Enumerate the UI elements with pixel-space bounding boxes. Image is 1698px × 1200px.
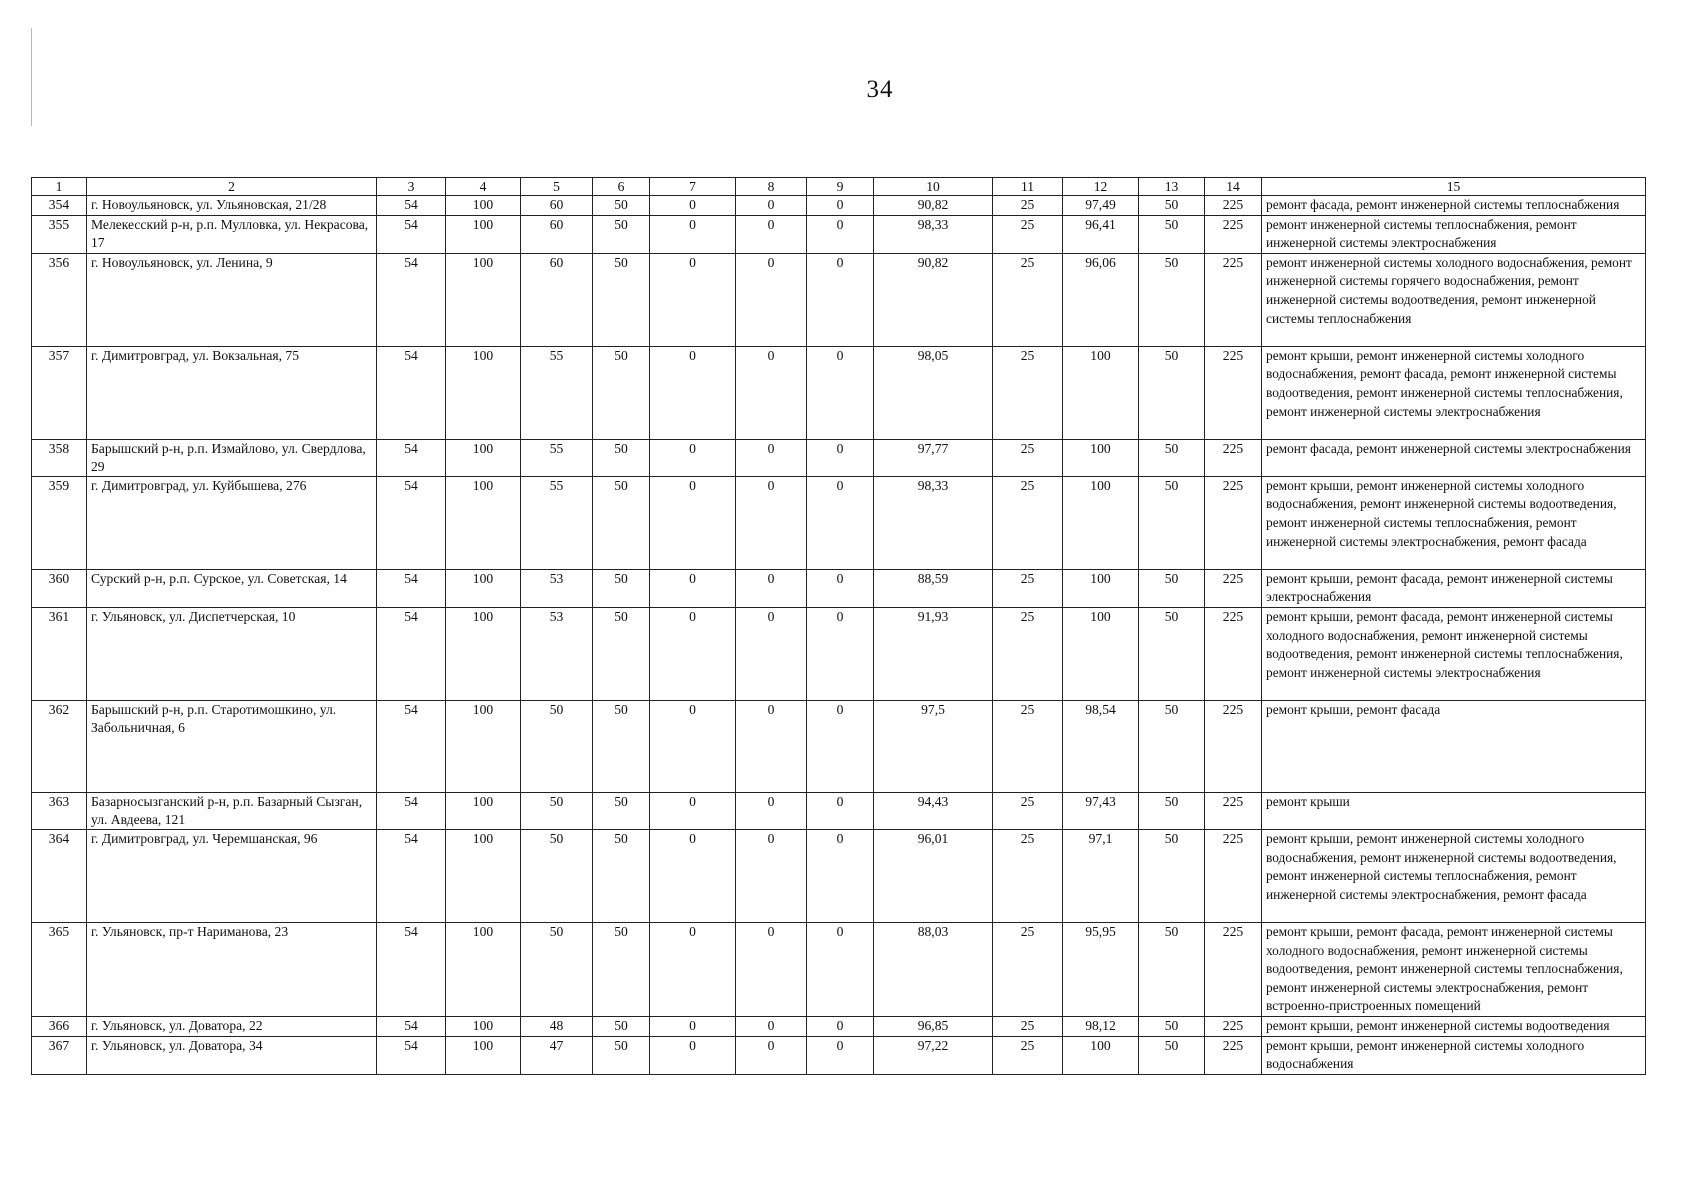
header-row [32,178,1646,196]
table-row [32,792,1646,829]
cell-total-score: 225 [1205,476,1262,569]
cell-col-7: 0 [650,196,736,216]
cell-col-3: 54 [377,792,446,829]
cell-col-8: 0 [736,215,807,253]
cell-col-8: 0 [736,792,807,829]
table-body [32,196,1646,1075]
cell-col-7: 0 [650,700,736,792]
cell-works-list: ремонт крыши, ремонт инженерной системы холодного водоснабжения, ремонт фасада, ремонт инженерной системы водоотведения, ремонт инженерной системы теплоснабжения, ремонт инженерной системы электроснабжения [1262,346,1646,439]
cell-col-8: 0 [736,1016,807,1036]
column-header-2: 2 [87,178,377,196]
cell-col-4: 100 [446,922,521,1016]
cell-col-12: 100 [1063,439,1139,476]
cell-address: Мелекесский р-н, р.п. Мулловка, ул. Некрасова, 17 [87,215,377,253]
cell-col-7: 0 [650,1036,736,1074]
cell-col-3: 54 [377,196,446,216]
cell-works-list: ремонт фасада, ремонт инженерной системы электроснабжения [1262,439,1646,476]
cell-col-13: 50 [1139,196,1205,216]
cell-col-4: 100 [446,700,521,792]
table-row [32,700,1646,792]
cell-works-list: ремонт крыши, ремонт инженерной системы холодного водоснабжения, ремонт инженерной системы водоотведения, ремонт инженерной системы теплоснабжения, ремонт инженерной системы электроснабжения, ремонт фасада [1262,829,1646,922]
column-header-4: 4 [446,178,521,196]
cell-col-7: 0 [650,215,736,253]
cell-col-12: 96,41 [1063,215,1139,253]
cell-col-13: 50 [1139,1016,1205,1036]
cell-col-5: 55 [521,439,593,476]
cell-col-7: 0 [650,829,736,922]
cell-col-13: 50 [1139,922,1205,1016]
cell-col-11: 25 [993,439,1063,476]
cell-row-number: 355 [32,215,87,253]
cell-col-9: 0 [807,829,874,922]
cell-col-10: 88,59 [874,569,993,607]
cell-col-8: 0 [736,1036,807,1074]
cell-total-score: 225 [1205,569,1262,607]
cell-col-9: 0 [807,922,874,1016]
cell-col-12: 100 [1063,1036,1139,1074]
cell-total-score: 225 [1205,439,1262,476]
cell-col-4: 100 [446,1016,521,1036]
cell-col-4: 100 [446,829,521,922]
cell-address: г. Ульяновск, ул. Диспетчерская, 10 [87,607,377,700]
cell-total-score: 225 [1205,253,1262,346]
cell-col-5: 50 [521,700,593,792]
cell-total-score: 225 [1205,1036,1262,1074]
cell-col-9: 0 [807,476,874,569]
cell-col-10: 97,5 [874,700,993,792]
cell-col-9: 0 [807,700,874,792]
cell-col-5: 50 [521,792,593,829]
cell-total-score: 225 [1205,829,1262,922]
cell-address: г. Ульяновск, ул. Доватора, 22 [87,1016,377,1036]
cell-col-11: 25 [993,922,1063,1016]
cell-col-3: 54 [377,439,446,476]
cell-col-6: 50 [593,569,650,607]
cell-col-9: 0 [807,1016,874,1036]
cell-col-10: 96,01 [874,829,993,922]
cell-col-4: 100 [446,1036,521,1074]
cell-col-9: 0 [807,196,874,216]
cell-col-6: 50 [593,476,650,569]
cell-col-5: 48 [521,1016,593,1036]
cell-col-11: 25 [993,346,1063,439]
cell-col-6: 50 [593,607,650,700]
cell-col-4: 100 [446,792,521,829]
table-row [32,569,1646,607]
cell-works-list: ремонт крыши, ремонт фасада, ремонт инженерной системы холодного водоснабжения, ремонт инженерной системы водоотведения, ремонт инженерной системы теплоснабжения, ремонт инженерной системы электроснабжения, ремонт встроенно-пристроенных помещений [1262,922,1646,1016]
cell-col-6: 50 [593,196,650,216]
cell-col-10: 98,33 [874,215,993,253]
cell-col-7: 0 [650,569,736,607]
cell-works-list: ремонт крыши [1262,792,1646,829]
cell-col-12: 95,95 [1063,922,1139,1016]
table-row [32,476,1646,569]
cell-col-4: 100 [446,476,521,569]
cell-works-list: ремонт крыши, ремонт фасада, ремонт инженерной системы холодного водоснабжения, ремонт инженерной системы водоотведения, ремонт инженерной системы теплоснабжения, ремонт инженерной системы электроснабжения [1262,607,1646,700]
cell-col-3: 54 [377,922,446,1016]
cell-col-7: 0 [650,439,736,476]
cell-col-9: 0 [807,346,874,439]
cell-col-5: 53 [521,607,593,700]
column-header-9: 9 [807,178,874,196]
cell-col-11: 25 [993,700,1063,792]
cell-col-5: 60 [521,196,593,216]
cell-col-5: 60 [521,215,593,253]
column-header-1: 1 [32,178,87,196]
cell-row-number: 359 [32,476,87,569]
table-row [32,196,1646,216]
cell-col-9: 0 [807,439,874,476]
cell-col-3: 54 [377,1036,446,1074]
cell-col-13: 50 [1139,215,1205,253]
table-row [32,346,1646,439]
cell-col-12: 100 [1063,476,1139,569]
cell-row-number: 361 [32,607,87,700]
cell-col-6: 50 [593,439,650,476]
cell-col-13: 50 [1139,700,1205,792]
column-header-14: 14 [1205,178,1262,196]
cell-col-10: 91,93 [874,607,993,700]
table-row [32,1036,1646,1074]
cell-address: Барышский р-н, р.п. Измайлово, ул. Свердлова, 29 [87,439,377,476]
cell-col-10: 90,82 [874,196,993,216]
cell-col-6: 50 [593,922,650,1016]
cell-col-12: 98,12 [1063,1016,1139,1036]
table-row [32,253,1646,346]
cell-address: г. Ульяновск, пр-т Нариманова, 23 [87,922,377,1016]
cell-col-8: 0 [736,253,807,346]
cell-address: г. Димитровград, ул. Вокзальная, 75 [87,346,377,439]
cell-col-8: 0 [736,922,807,1016]
cell-col-13: 50 [1139,569,1205,607]
cell-col-13: 50 [1139,439,1205,476]
column-header-11: 11 [993,178,1063,196]
cell-total-score: 225 [1205,792,1262,829]
cell-col-6: 50 [593,700,650,792]
cell-col-4: 100 [446,215,521,253]
cell-col-10: 98,33 [874,476,993,569]
cell-col-8: 0 [736,346,807,439]
table-row [32,215,1646,253]
cell-col-10: 94,43 [874,792,993,829]
cell-col-6: 50 [593,346,650,439]
cell-col-7: 0 [650,346,736,439]
cell-col-8: 0 [736,569,807,607]
column-header-13: 13 [1139,178,1205,196]
cell-col-13: 50 [1139,792,1205,829]
cell-total-score: 225 [1205,700,1262,792]
cell-col-7: 0 [650,607,736,700]
table-row [32,829,1646,922]
cell-total-score: 225 [1205,922,1262,1016]
cell-address: г. Ульяновск, ул. Доватора, 34 [87,1036,377,1074]
cell-row-number: 358 [32,439,87,476]
cell-address: г. Новоульяновск, ул. Ульяновская, 21/28 [87,196,377,216]
cell-col-13: 50 [1139,829,1205,922]
cell-col-10: 96,85 [874,1016,993,1036]
cell-col-11: 25 [993,792,1063,829]
cell-col-5: 47 [521,1036,593,1074]
cell-total-score: 225 [1205,1016,1262,1036]
cell-col-4: 100 [446,569,521,607]
cell-col-12: 100 [1063,346,1139,439]
cell-col-9: 0 [807,607,874,700]
cell-col-6: 50 [593,829,650,922]
cell-works-list: ремонт фасада, ремонт инженерной системы теплоснабжения [1262,196,1646,216]
cell-col-8: 0 [736,700,807,792]
cell-col-11: 25 [993,1016,1063,1036]
cell-col-5: 50 [521,829,593,922]
cell-col-5: 60 [521,253,593,346]
column-header-12: 12 [1063,178,1139,196]
column-header-3: 3 [377,178,446,196]
cell-col-5: 50 [521,922,593,1016]
cell-col-11: 25 [993,1036,1063,1074]
cell-works-list: ремонт крыши, ремонт инженерной системы холодного водоснабжения, ремонт инженерной системы водоотведения, ремонт инженерной системы теплоснабжения, ремонт инженерной системы электроснабжения, ремонт фасада [1262,476,1646,569]
cell-col-4: 100 [446,346,521,439]
cell-row-number: 367 [32,1036,87,1074]
cell-col-5: 53 [521,569,593,607]
cell-col-12: 96,06 [1063,253,1139,346]
cell-col-9: 0 [807,253,874,346]
cell-col-11: 25 [993,196,1063,216]
cell-col-12: 97,49 [1063,196,1139,216]
cell-row-number: 360 [32,569,87,607]
cell-works-list: ремонт крыши, ремонт фасада, ремонт инженерной системы электроснабжения [1262,569,1646,607]
cell-col-10: 98,05 [874,346,993,439]
cell-col-10: 97,22 [874,1036,993,1074]
cell-col-12: 100 [1063,607,1139,700]
cell-col-7: 0 [650,792,736,829]
cell-col-7: 0 [650,1016,736,1036]
cell-total-score: 225 [1205,196,1262,216]
table-row [32,1016,1646,1036]
cell-address: г. Димитровград, ул. Черемшанская, 96 [87,829,377,922]
cell-col-9: 0 [807,1036,874,1074]
cell-row-number: 362 [32,700,87,792]
cell-col-3: 54 [377,829,446,922]
cell-works-list: ремонт инженерной системы теплоснабжения, ремонт инженерной системы электроснабжения [1262,215,1646,253]
cell-row-number: 366 [32,1016,87,1036]
cell-col-4: 100 [446,196,521,216]
cell-col-3: 54 [377,476,446,569]
cell-col-4: 100 [446,253,521,346]
registry-table [31,177,1646,1075]
cell-address: г. Новоульяновск, ул. Ленина, 9 [87,253,377,346]
cell-col-12: 98,54 [1063,700,1139,792]
cell-col-5: 55 [521,346,593,439]
column-header-15: 15 [1262,178,1646,196]
cell-col-3: 54 [377,346,446,439]
cell-col-8: 0 [736,196,807,216]
cell-col-13: 50 [1139,476,1205,569]
cell-col-3: 54 [377,700,446,792]
cell-col-3: 54 [377,569,446,607]
cell-col-8: 0 [736,829,807,922]
column-header-5: 5 [521,178,593,196]
cell-col-7: 0 [650,922,736,1016]
cell-col-4: 100 [446,607,521,700]
cell-total-score: 225 [1205,607,1262,700]
cell-col-11: 25 [993,569,1063,607]
cell-address: Сурский р-н, р.п. Сурское, ул. Советская, 14 [87,569,377,607]
cell-total-score: 225 [1205,215,1262,253]
cell-address: Барышский р-н, р.п. Старотимошкино, ул. Забольничная, 6 [87,700,377,792]
cell-works-list: ремонт крыши, ремонт фасада [1262,700,1646,792]
cell-col-13: 50 [1139,1036,1205,1074]
cell-col-8: 0 [736,439,807,476]
cell-col-6: 50 [593,253,650,346]
cell-works-list: ремонт крыши, ремонт инженерной системы водоотведения [1262,1016,1646,1036]
cell-col-7: 0 [650,253,736,346]
cell-col-5: 55 [521,476,593,569]
cell-col-12: 97,43 [1063,792,1139,829]
column-header-6: 6 [593,178,650,196]
cell-row-number: 364 [32,829,87,922]
column-header-7: 7 [650,178,736,196]
cell-works-list: ремонт крыши, ремонт инженерной системы холодного водоснабжения [1262,1036,1646,1074]
page-number: 34 [866,76,894,103]
cell-col-9: 0 [807,569,874,607]
cell-col-11: 25 [993,607,1063,700]
column-header-8: 8 [736,178,807,196]
cell-col-6: 50 [593,215,650,253]
cell-col-8: 0 [736,476,807,569]
cell-address: г. Димитровград, ул. Куйбышева, 276 [87,476,377,569]
cell-col-13: 50 [1139,607,1205,700]
cell-col-9: 0 [807,215,874,253]
cell-col-8: 0 [736,607,807,700]
cell-works-list: ремонт инженерной системы холодного водоснабжения, ремонт инженерной системы горячего водоснабжения, ремонт инженерной системы водоотведения, ремонт инженерной системы теплоснабжения [1262,253,1646,346]
cell-col-12: 97,1 [1063,829,1139,922]
cell-col-12: 100 [1063,569,1139,607]
cell-col-6: 50 [593,1036,650,1074]
cell-col-9: 0 [807,792,874,829]
cell-address: Базарносызганский р-н, р.п. Базарный Сызган, ул. Авдеева, 121 [87,792,377,829]
cell-col-6: 50 [593,792,650,829]
cell-row-number: 354 [32,196,87,216]
column-header-10: 10 [874,178,993,196]
cell-col-3: 54 [377,607,446,700]
cell-col-11: 25 [993,829,1063,922]
cell-col-10: 90,82 [874,253,993,346]
cell-col-6: 50 [593,1016,650,1036]
cell-col-13: 50 [1139,253,1205,346]
table-row [32,607,1646,700]
cell-col-11: 25 [993,253,1063,346]
cell-col-10: 97,77 [874,439,993,476]
cell-col-11: 25 [993,215,1063,253]
cell-col-3: 54 [377,1016,446,1036]
cell-col-4: 100 [446,439,521,476]
table-row [32,439,1646,476]
cell-total-score: 225 [1205,346,1262,439]
cell-row-number: 357 [32,346,87,439]
cell-row-number: 365 [32,922,87,1016]
table-row [32,922,1646,1016]
cell-col-3: 54 [377,215,446,253]
cell-col-10: 88,03 [874,922,993,1016]
cell-col-11: 25 [993,476,1063,569]
cell-col-7: 0 [650,476,736,569]
cell-row-number: 363 [32,792,87,829]
cell-col-13: 50 [1139,346,1205,439]
cell-col-3: 54 [377,253,446,346]
cell-row-number: 356 [32,253,87,346]
